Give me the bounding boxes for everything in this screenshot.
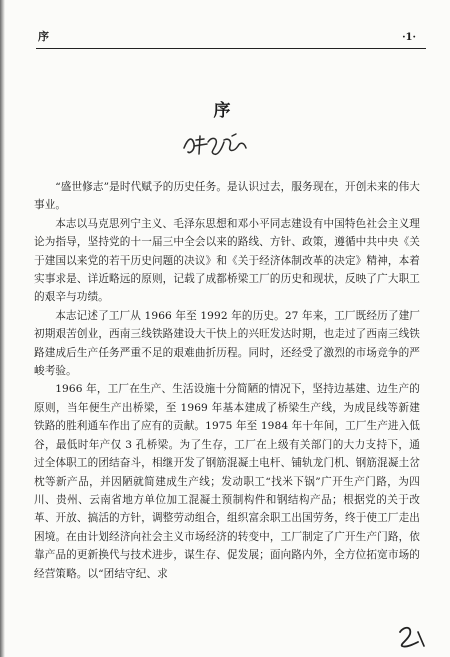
preface-body	[34, 178, 420, 583]
page-title: 序	[213, 101, 237, 121]
author-signature	[180, 130, 250, 158]
paragraph: 本志记述了工厂从 1966 年至 1992 年的历史。27 年来，工厂既经历了建厂初期艰苦创业，西南三线铁路建设大干快上的兴旺发达时期，也走过了西南三线铁路建成后生产任务严重不足的艰难曲折历程。同时，还经受了激烈的市场竞争的严峻考验。	[34, 309, 420, 378]
paragraph: 本志以马克思列宁主义、毛泽东思想和邓小平同志建设有中国特色社会主义理论为指导，坚持党的十一届三中全会以来的路线、方针、政策，遵循中共中央《关于建国以来党的若干历史问题的决议》和《关于经济体制改革的决定》精神，本着实事求是、详近略远的原则，记载了成都桥梁工厂的历史和现状，反映了广大职工的艰辛与功绩。	[34, 217, 420, 304]
page-number: ·1·	[402, 32, 416, 43]
handwritten-page-mark	[396, 624, 428, 650]
running-head: 序	[38, 30, 51, 43]
header-rule	[36, 48, 426, 49]
paragraph: 1966 年，工厂在生产、生活设施十分简陋的情况下，坚持边基建、边生产的原则，当年便生产出桥梁，至 1969 年基本建成了桥梁生产线，为成昆线等新建铁路的胜利通车作出了应有的贡献。1975 年至 1984 年十年间，工厂生产进入低谷，最低时年产仅 3 孔桥梁。为了生存，工厂在上级有关部门的大力支持下，通过全体职工的团结奋斗，相继开发了钢筋混凝土电杆、铺轨龙门机、钢筋混凝土岔枕等新产品，并因陋就简建成生产线；发动职工“找米下锅”广开生产门路，为四川、贵州、云南省地方单位加工混凝土预制构件和钢结构产品；根据党的关于改革、开放、搞活的方针，调整劳动组合，组织富余职工出国劳务，终于使工厂走出困境。在由计划经济向社会主义市场经济的转变中，工厂制定了广开生产门路，依靠产品的更新换代与技术进步，谋生存、促发展；面向路内外，全方位拓宽市场的经营策略。以“团结守纪、求	[34, 383, 420, 580]
paragraph: “盛世修志”是时代赋予的历史任务。是认识过去，服务现在，开创未来的伟大事业。	[34, 181, 420, 212]
